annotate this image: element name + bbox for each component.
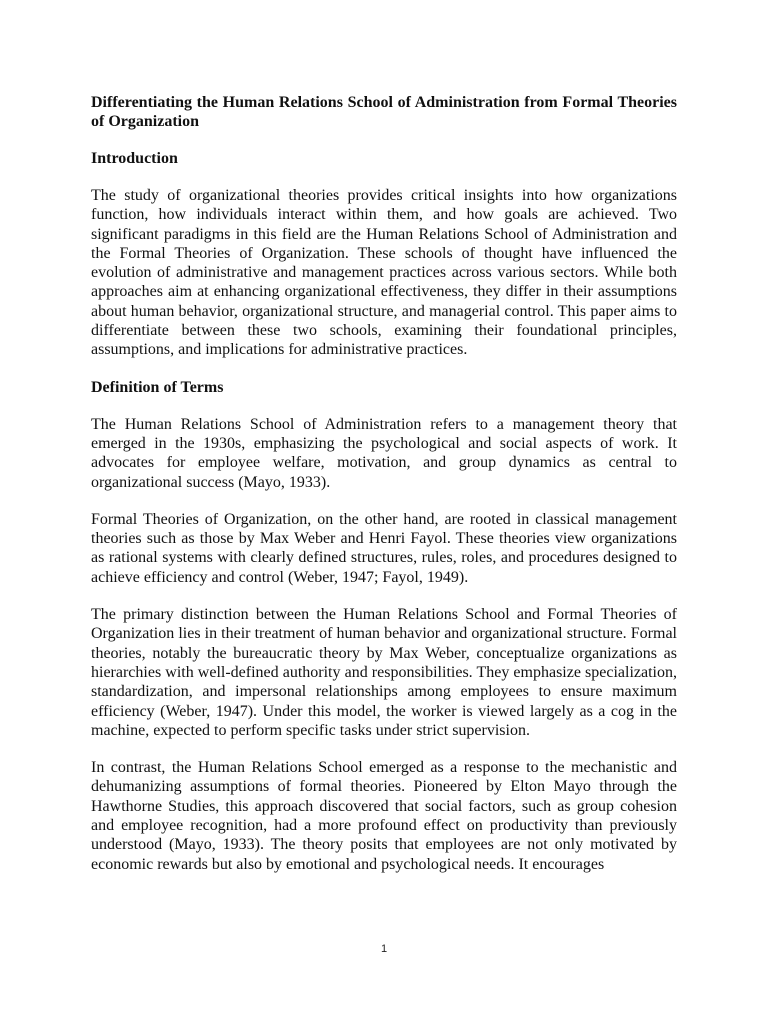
paragraph-introduction: The study of organizational theories provides critical insights into how organizations function, how individuals interact within them, and how goals are achieved. Two significant paradigms in this field are the Human Relations School of Administration and the Formal Theories of Organization. These schools of thought have influenced the evolution of administrative and management practices across various sectors. While both approaches aim at enhancing organizational effectiveness, they differ in their assumptions about human behavior, organizational structure, and managerial control. This paper aims to differentiate between these two schools, examining their foundational principles, assumptions, and implications for administrative practices. [91,187,677,359]
paragraph-in-contrast: In contrast, the Human Relations School emerged as a response to the mechanistic and dehumanizing assumptions of formal theories. Pioneered by Elton Mayo through the Hawthorne Studies, this approach discovered that social factors, such as group cohesion and employee recognition, had a more profound effect on productivity than previously understood (Mayo, 1933). The theory posits that employees are not only motivated by economic rewards but also by emotional and psychological needs. It encourages [91,759,677,873]
section-heading-introduction: Introduction [91,150,178,167]
paragraph-human-relations-definition: The Human Relations School of Administration refers to a management theory that emerged in the 1930s, emphasizing the psychological and social aspects of work. It advocates for employee welfare, motivation, and group dynamics as central to organizational success (Mayo, 1933). [91,415,677,491]
paragraph-primary-distinction: The primary distinction between the Human Relations School and Formal Theories of Organization lies in their treatment of human behavior and organizational structure. Formal theories, notably the bureaucratic theory by Max Weber, conceptualize organizations as hierarchies with well-defined authority and responsibilities. They emphasize specialization, standardization, and impersonal relationships among employees to ensure maximum efficiency (Weber, 1947). Under this model, the worker is viewed largely as a cog in the machine, expected to perform specific tasks under strict supervision. [91,606,677,739]
section-heading-definitions: Definition of Terms [91,378,224,396]
paragraph-formal-theories-definition: Formal Theories of Organization, on the other hand, are rooted in classical management theories such as those by Max Weber and Henri Fayol. These theories view organizations as rational systems with clearly defined structures, rules, roles, and procedures designed to achieve efficiency and control (Weber, 1947; Fayol, 1949). [91,510,677,586]
page-number: 1 [380,943,388,955]
document-title: Differentiating the Human Relations School of Administration from Formal Theories of Organization [91,94,677,130]
